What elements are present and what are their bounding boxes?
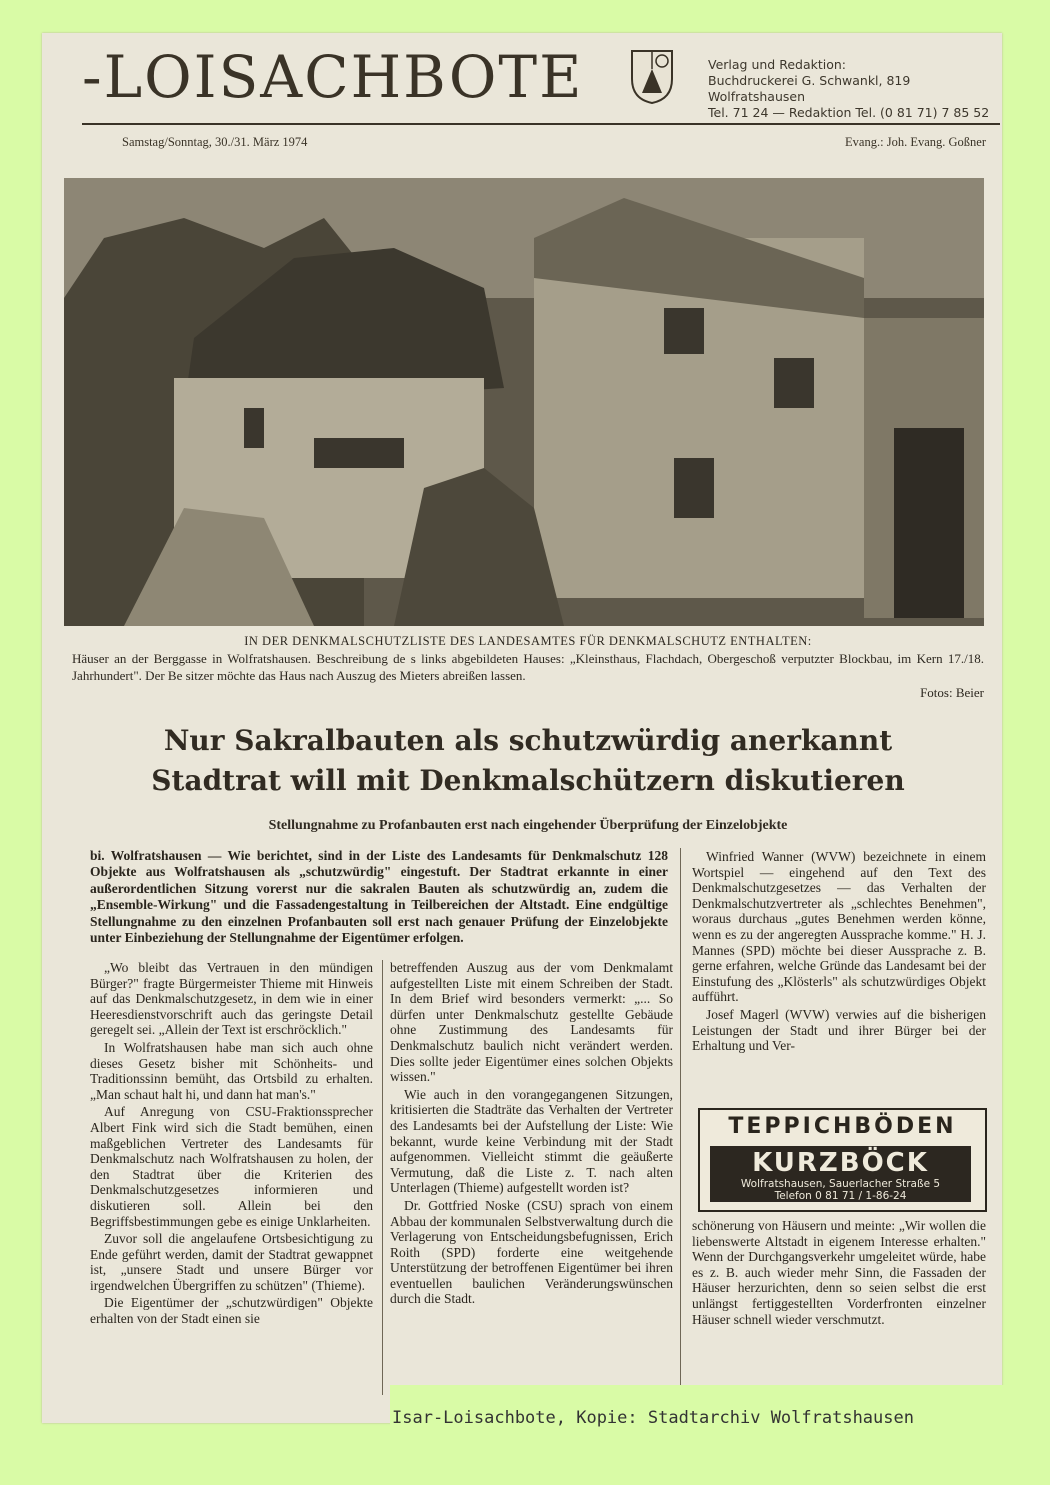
- ad-headline: TEPPICHBÖDEN: [728, 1114, 957, 1139]
- paragraph: Die Eigentümer der „schutzwürdigen" Objekte erhalten von der Stadt einen sie: [90, 1295, 373, 1327]
- headline-line-1: Nur Sakralbauten als schutzwürdig anerkannt: [163, 724, 893, 757]
- article-column-2: [390, 960, 673, 1309]
- publisher-line: Tel. 71 24 — Redaktion Tel. (0 81 71) 7 85 52: [708, 105, 990, 120]
- article-column-1: [90, 960, 373, 1329]
- article-column-3: [692, 849, 986, 1056]
- ad-logo-box: [710, 1146, 971, 1202]
- publisher-info: [708, 57, 1002, 121]
- headline-line-2: Stadtrat will mit Denkmalschützern diskutieren: [151, 764, 905, 797]
- photo-credit: Fotos: Beier: [920, 685, 984, 700]
- paragraph: schönerung von Häusern und meinte: „Wir wollen die liebenswerte Altstadt in eigenem Interesse erhalten." Wenn der Durchgangsverkehr umgeleitet würde, habe es z. B. auch wieder mehr Sinn, die Fassaden der Häuser herzurichten, denn so seien selbst die erst unlängst fertiggestellten Vorderfronten einzelner Häuser schnell wieder verschmutzt.: [692, 1218, 986, 1327]
- paragraph: In Wolfratshausen habe man sich auch ohne dieses Gesetz bisher mit Schönheits- und Traditionssinn bemüht, das Ortsbild zu erhalten. „Man schaut halt hi, und dann hat man's.": [90, 1039, 373, 1102]
- archive-credit-footer: [390, 1385, 1050, 1485]
- paragraph: Winfried Wanner (WVW) bezeichnete in einem Wortspiel — eingehend auf den Text des Denkmalschutzgesetzes — das Verhalten der Denkmalschutzvertreter als „schlechtes Benehmen", woraus durchaus „gutes Benehmen werden könne, wenn es zu der angeregten Aussprache komme." H. J. Mannes (SPD) möchte bei dieser Aussprache z. B. gerne erfahren, welche Gründe das Landesamt bei der Einstufung des „Klösterls" als schutzwürdiges Objekt aufführt.: [692, 849, 986, 1005]
- paragraph: Josef Magerl (WVW) verwies auf die bisherigen Leistungen der Stadt und ihrer Bürger bei der Erhaltung und Ver-: [692, 1006, 986, 1054]
- town-crest-icon: [630, 49, 674, 105]
- paragraph: Wie auch in den vorangegangenen Sitzungen, kritisierten die Stadträte das Verhalten der Vertreter des Landesamts bei der Aufstellung der Liste: Wie bekannt, wurde keine Verbindung mit der Stadt aufgenommen. Vielleicht stimmt die geäußerte Vermutung, daß die Liste z. T. nach alten Unterlagen (Thieme) aufgestellt worden ist?: [390, 1086, 673, 1196]
- issue-date: Samstag/Sonntag, 30./31. März 1974: [122, 135, 308, 149]
- photo-caption: [72, 633, 984, 701]
- caption-text: Häuser an der Berggasse in Wolfratshausen. Beschreibung de s links abgebildeten Hauses: „Kleinsthaus, Flachdach, Obergeschoß verputzter Blockbau, im Kern 17./18. Jahrhundert". Der Be sitzer möchte das Haus nach Auszug des Mieters abreißen lassen.: [72, 651, 984, 683]
- column-divider: [382, 960, 383, 1395]
- archive-credit-text: Isar-Loisachbote, Kopie: Stadtarchiv Wolfratshausen: [392, 1408, 914, 1428]
- column-divider: [680, 848, 681, 1396]
- paragraph: „Wo bleibt das Vertrauen in den mündigen Bürger?" fragte Bürgermeister Thieme mit Hinweis auf das Denkmalschutzgesetz, in dem wie in einer Heeresdienstvorschrift auch das geringste Detail geregelt sei. „Allein der Text ist erschröcklich.": [90, 960, 373, 1038]
- newspaper-title: -LOISACHBOTE: [82, 43, 584, 111]
- article-headline: [72, 721, 984, 801]
- newspaper-clipping: [42, 33, 1002, 1423]
- ad-address: Wolfratshausen, Sauerlacher Straße 5: [740, 1178, 941, 1190]
- paragraph: betreffenden Auszug aus der vom Denkmalamt aufgestellten Liste mit einem Schreiben der Stadt. In dem Brief wird besonders vermerkt: „... So dürfen unter Denkmalschutz gestellte Gebäude ohne Zustimmung des Landesamts für Denkmalschutz baulich nicht verändert werden. Dies sollte jeder Eigentümer eines solchen Objekts wissen.": [390, 960, 673, 1085]
- article-column-3-continued: [692, 1218, 986, 1329]
- caption-heading: IN DER DENKMALSCHUTZLISTE DES LANDESAMTES FÜR DENKMALSCHUTZ ENTHALTEN:: [244, 634, 812, 648]
- paragraph: Auf Anregung von CSU-Fraktionssprecher Albert Fink wird sich die Stadt bemühen, einen maßgeblichen Vertreter des Landesamts für Denkmalschutz nach Wolfratshausen zu holen, der den Stadtrat über die Kriterien des Denkmalschutzgesetzes informieren und diskutieren soll. Allein bei den Begriffsbestimmungen gebe es einige Unklarheiten.: [90, 1104, 373, 1229]
- masthead: [82, 39, 1002, 149]
- ad-company-name: KURZBÖCK: [752, 1148, 929, 1178]
- houses-photo: [64, 178, 984, 626]
- article-lead: bi. Wolfratshausen — Wie berichtet, sind in der Liste des Landesamts für Denkmalschutz 128 Objekte aus Wolfratshausen als „schutzwürdig" eingestuft. Der Stadtrat erkannte in einer außerordentlichen Sitzung vorerst nur die sakralen Bauten als schutzwürdig an, zudem die „Ensemble-Wirkung" und die Fassadengestaltung in Teilbereichen der Altstadt. Eine endgültige Stellungnahme zu den einzelnen Profanbauten soll erst nach genauer Prüfung der Einzelobjekte unter Einbeziehung der Stellungnahme der Eigentümer erfolgen.: [90, 848, 668, 946]
- carpet-advertisement: [698, 1108, 987, 1212]
- pastor-note: Evang.: Joh. Evang. Goßner: [845, 135, 986, 149]
- paragraph: Dr. Gottfried Noske (CSU) sprach von einem Abbau der kommunalen Selbstverwaltung durch die Verlagerung von Entscheidungsbefugnissen, Erich Roith (SPD) forderte eine weitgehende Unterstützung der betroffenen Eigentümer bei ihren eventuellen baulichen Veränderungswünschen durch die Stadt.: [390, 1197, 673, 1307]
- masthead-rule: [82, 123, 1000, 125]
- article-subhead: Stellungnahme zu Profanbauten erst nach eingehender Überprüfung der Einzelobjekte: [268, 818, 788, 833]
- ad-phone: Telefon 0 81 71 / 1-86-24: [774, 1190, 907, 1202]
- publisher-line: Buchdruckerei G. Schwankl, 819 Wolfratshausen: [708, 73, 911, 104]
- paragraph: Zuvor soll die angelaufene Ortsbesichtigung zu Ende geführt werden, damit der Stadtrat gewappnet ist, „unsere Stadt und unsere Bürger vor irgendwelchen Übergriffen zu schützen" (Thieme).: [90, 1231, 373, 1293]
- publisher-line: Verlag und Redaktion:: [708, 57, 847, 72]
